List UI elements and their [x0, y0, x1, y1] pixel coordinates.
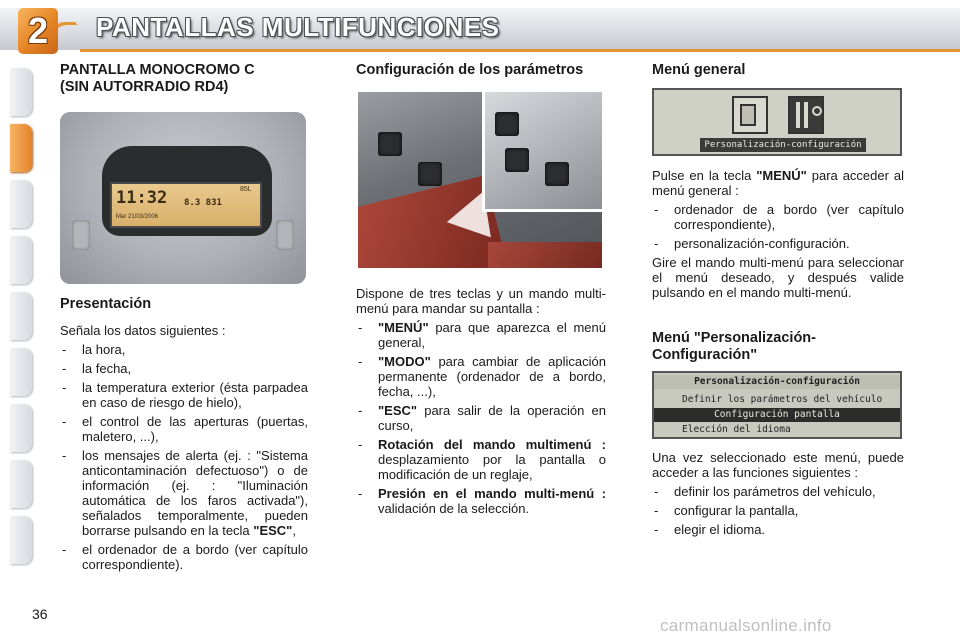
config-section — [356, 286, 606, 520]
list-item: - definir los parámetros del vehículo, — [652, 484, 904, 499]
perso-list — [652, 484, 904, 537]
tool-shape — [796, 102, 800, 128]
list-item — [356, 437, 606, 482]
page-header — [0, 0, 960, 62]
page-title: PANTALLAS MULTIFUNCIONES — [96, 12, 500, 42]
list-item: - la fecha, — [60, 361, 308, 376]
photo-console-button — [378, 132, 402, 156]
photo-inset-closeup — [482, 92, 602, 212]
chapter-tab-5[interactable] — [10, 292, 32, 340]
chapter-tab-6[interactable] — [10, 348, 32, 396]
dashboard-display-photo — [60, 112, 306, 284]
key-label: "ESC" — [378, 403, 418, 418]
perso-section — [652, 450, 904, 541]
general-menu-list — [652, 202, 904, 251]
photo-console-button — [418, 162, 442, 186]
list-item: - la temperatura exterior (ésta parpadea en caso de riesgo de hielo), — [60, 380, 308, 410]
screen-temperature: 85L — [240, 186, 252, 193]
list-item — [356, 486, 606, 516]
chapter-tab-4[interactable] — [10, 236, 32, 284]
list-item: - la hora, — [60, 342, 308, 357]
perso-menu-row: Elección del idioma — [682, 424, 791, 435]
general-menu-heading-wrap — [652, 62, 904, 79]
chapter-tab-1[interactable] — [10, 68, 32, 116]
perso-menu-screen — [652, 371, 902, 439]
list-item: - el ordenador de a bordo (ver capítulo correspondiente). — [60, 542, 308, 572]
intro-text: Pulse en la tecla — [652, 168, 757, 183]
key-label: "MENÚ" — [378, 320, 429, 335]
photo-leather-panel — [488, 242, 602, 268]
config-keys-list — [356, 320, 606, 516]
perso-menu-title-row: Personalización-configuración — [654, 375, 900, 389]
dashboard-vent-left — [72, 220, 90, 250]
dashboard-vent-right — [276, 220, 294, 250]
chapter-tab-3[interactable] — [10, 180, 32, 228]
screen-date: Mar 21/03/2006 — [116, 214, 159, 220]
config-intro: Dispone de tres teclas y un mando multi-menú para mandar su pantalla : — [356, 286, 606, 316]
key-label: Rotación del mando multimenú : — [378, 437, 606, 452]
screen-values: 8.3 831 — [184, 198, 222, 208]
list-item-text: los mensajes de alerta (ej. : "Sistema anticontaminación defectuoso") o de información (ej. : "Iluminación automática de los faros activada"), señalados temporalmente, pueden borrarse pulsando en la tecla — [82, 448, 308, 538]
chapter-tab-8[interactable] — [10, 460, 32, 508]
key-description: para cambiar de aplicación permanente (ordenador de a bordo, fecha, ...), — [378, 354, 606, 399]
list-item: - el control de las aperturas (puertas, maletero, ...), — [60, 414, 308, 444]
chapter-badge: 2 — [18, 8, 58, 54]
perso-menu-row: Definir los parámetros del vehículo — [682, 394, 883, 405]
key-label: "MODO" — [378, 354, 431, 369]
fuel-pump-shape — [740, 104, 756, 126]
chapter-tab-9[interactable] — [10, 516, 32, 564]
gear-icon — [812, 106, 822, 116]
list-item — [356, 403, 606, 433]
list-item: - personalización-configuración. — [652, 236, 904, 251]
general-menu-instructions: Gire el mando multi-menú para seleccionar el menú deseado, y después valide pulsando en el mando multi-menú. — [652, 255, 904, 300]
perso-heading-line2: Configuración" — [652, 347, 758, 363]
list-item: - ordenador de a bordo (ver capítulo correspondiente), — [652, 202, 904, 232]
watermark: carmanualsonline.info — [660, 616, 832, 635]
chapter-tab-2-active[interactable] — [10, 124, 32, 172]
section-title-line1: PANTALLA MONOCROMO C — [60, 62, 255, 78]
menu-key — [495, 112, 519, 136]
header-accent-line — [80, 49, 960, 52]
list-item-suffix: , — [292, 523, 296, 538]
perso-intro: Una vez seleccionado este menú, puede acceder a las funciones siguientes : — [652, 450, 904, 480]
page-number: 36 — [32, 606, 48, 622]
presentation-section — [60, 296, 308, 576]
config-heading: Configuración de los parámetros — [356, 62, 584, 78]
menu-key-label: "MENÚ" — [756, 168, 807, 183]
list-item: - elegir el idioma. — [652, 522, 904, 537]
general-menu-selection-bar: Personalización-configuración — [700, 138, 866, 152]
screen-clock: 11:32 — [116, 188, 168, 208]
chapter-tab-strip — [0, 62, 36, 582]
section-title-line2: (SIN AUTORRADIO RD4) — [60, 79, 229, 95]
presentation-intro: Señala los datos siguientes : — [60, 323, 226, 338]
presentation-heading: Presentación — [60, 296, 152, 312]
fuel-pump-icon — [732, 96, 768, 134]
perso-menu-row-selected: Configuración pantalla — [654, 408, 900, 422]
tool-shape — [804, 102, 808, 128]
key-description: para que aparezca el menú general, — [378, 320, 606, 350]
chapter-tab-7[interactable] — [10, 404, 32, 452]
key-description: para salir de la operación en curso, — [378, 403, 606, 433]
console-controls-photo — [358, 92, 602, 268]
list-item — [60, 448, 308, 538]
general-menu-screen — [652, 88, 902, 156]
monochrome-screen — [110, 182, 262, 228]
esc-key-label: "ESC" — [253, 523, 293, 538]
middle-column-heading-wrap — [356, 62, 606, 79]
general-menu-intro — [652, 168, 904, 198]
list-item: - configurar la pantalla, — [652, 503, 904, 518]
key-label: Presión en el mando multi-menú : — [378, 486, 606, 501]
presentation-list — [60, 342, 308, 572]
esc-key — [545, 162, 569, 186]
mode-key — [505, 148, 529, 172]
key-description: desplazamiento por la pantalla o modificación de un reglaje, — [378, 452, 606, 482]
key-description: validación de la selección. — [378, 501, 530, 516]
intro-text: para acceder al menú general : — [652, 168, 904, 198]
left-column — [60, 62, 310, 96]
general-menu-section — [652, 168, 904, 304]
list-item — [356, 354, 606, 399]
general-menu-heading: Menú general — [652, 62, 746, 78]
list-item — [356, 320, 606, 350]
perso-heading-line1: Menú "Personalización- — [652, 330, 816, 346]
perso-heading-wrap — [652, 330, 904, 364]
